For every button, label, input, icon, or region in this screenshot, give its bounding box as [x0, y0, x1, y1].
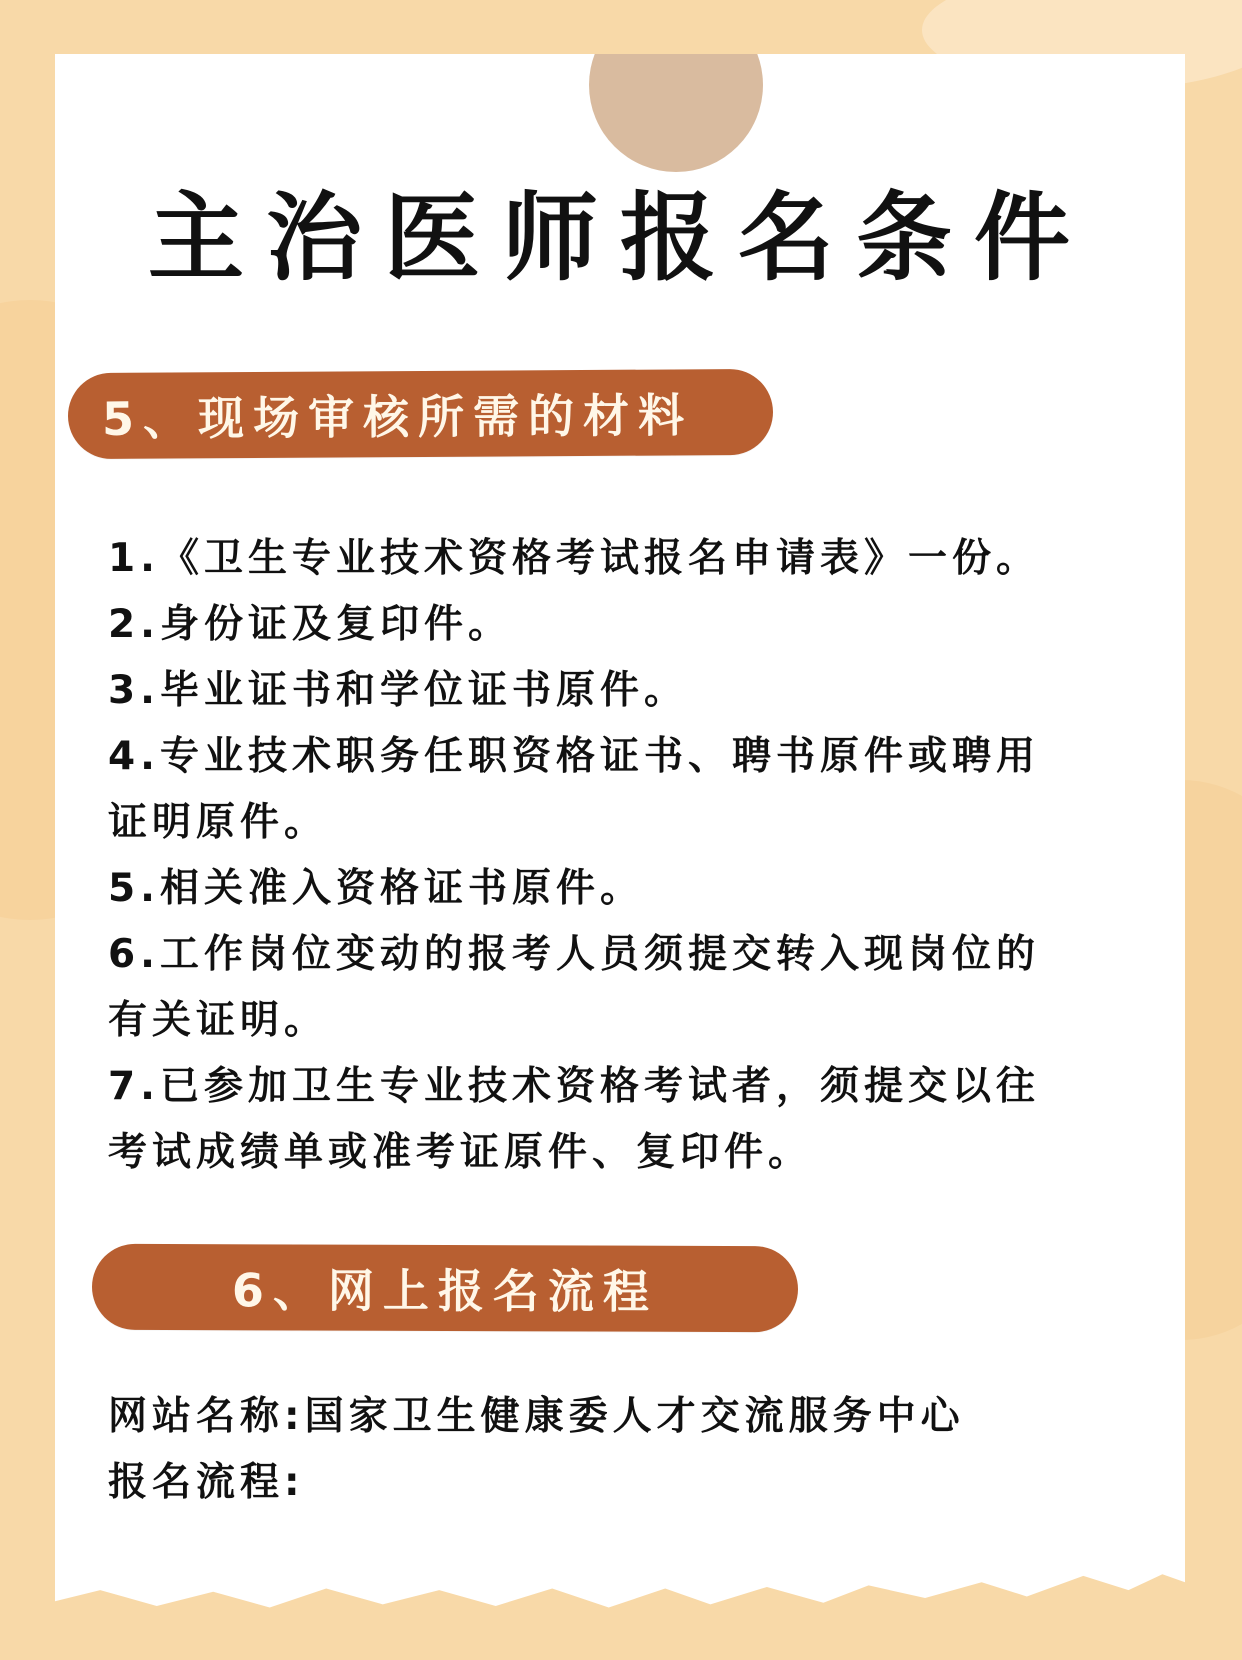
list-item-3: 3.毕业证书和学位证书原件。	[108, 668, 688, 713]
list-item-5: 5.相关准入资格证书原件。	[108, 866, 644, 911]
website-name-line: 网站名称:国家卫生健康委人才交流服务中心	[108, 1394, 965, 1439]
section-5-heading-text: 5、现场审核所需的材料	[101, 388, 694, 446]
list-item-7-line-1: 7.已参加卫生专业技术资格考试者，须提交以往	[108, 1064, 1040, 1109]
list-item-4-line-1: 4.专业技术职务任职资格证书、聘书原件或聘用	[108, 734, 1040, 779]
page-title: 主治医师报名条件	[148, 182, 1092, 294]
list-item-1: 1.《卫生专业技术资格考试报名申请表》一份。	[108, 536, 1040, 581]
list-item-4-line-2: 证明原件。	[108, 800, 329, 845]
section-5-content	[108, 526, 1128, 1186]
pin-circle	[589, 0, 763, 172]
list-item-6-line-2: 有关证明。	[108, 998, 329, 1043]
list-item-7-line-2: 考试成绩单或准考证原件、复印件。	[108, 1130, 813, 1175]
section-6-heading	[92, 1244, 798, 1332]
section-5-heading	[68, 369, 774, 459]
section-6-content	[108, 1384, 1128, 1516]
registration-process-line: 报名流程:	[108, 1460, 305, 1505]
list-item-2: 2.身份证及复印件。	[108, 602, 512, 647]
list-item-6-line-1: 6.工作岗位变动的报考人员须提交转入现岗位的	[108, 932, 1040, 977]
section-6-heading-text: 6、网上报名流程	[231, 1263, 659, 1319]
